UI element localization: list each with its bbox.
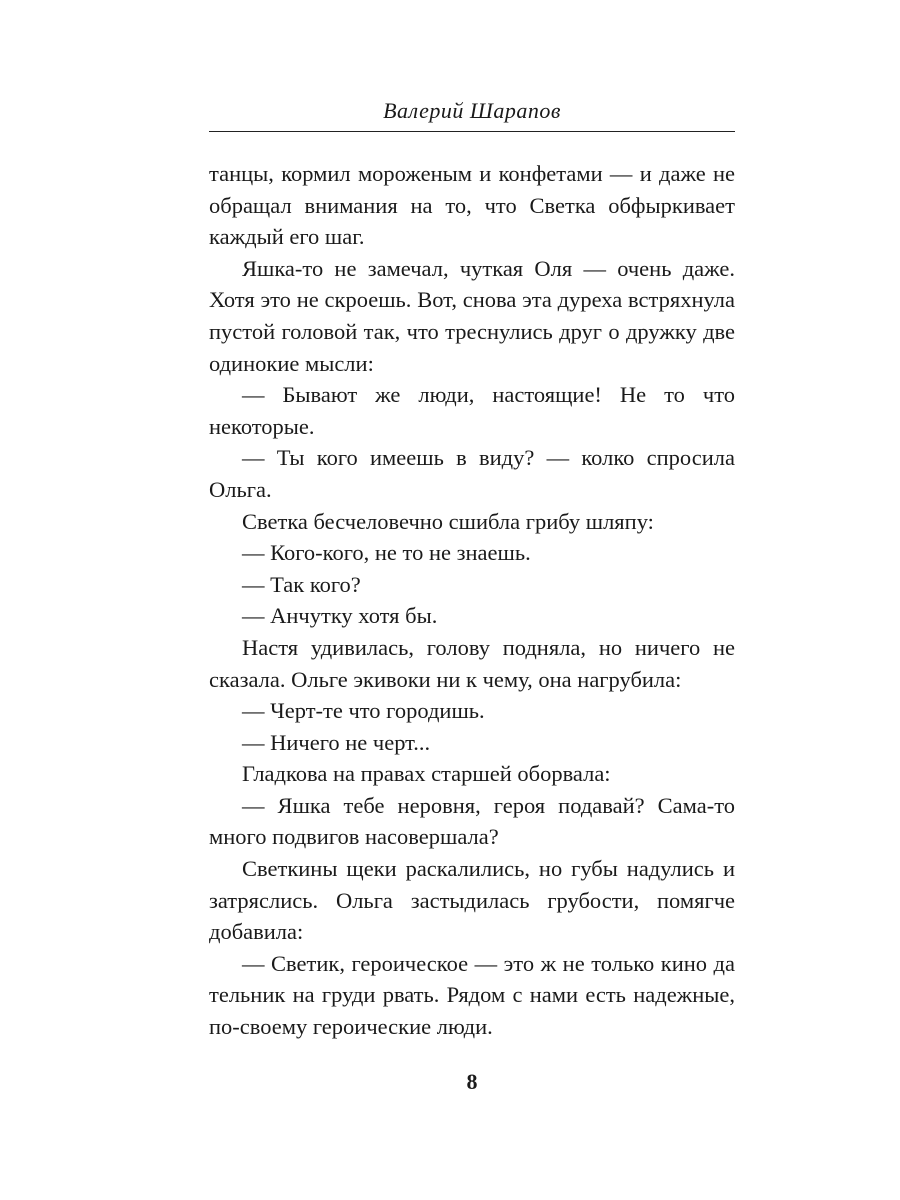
dialogue-line: — Ничего не черт... [242,729,431,755]
dialogue-line: — Кого-кого, не то не знаешь. [242,540,531,566]
dialogue-line: — Ты кого имеешь в виду? — колко спросила Ольга. [209,445,735,502]
dialogue-line: — Черт-те что городишь. [242,698,485,724]
paragraph: Гладкова на правах старшей оборвала: [242,761,611,787]
dialogue-line: — Анчутку хотя бы. [242,603,438,629]
paragraph: Светка бесчеловечно сшибла грибу шляпу: [242,508,654,534]
paragraph: Настя удивилась, голову подняла, но ничего не сказала. Ольге экивоки ни к чему, она нагрубила: [209,634,735,692]
paragraph: Светкины щеки раскалились, но губы надулись и затряслись. Ольга застыдилась грубости, помягче добавила: [209,856,735,945]
running-head-author: Валерий Шарапов [383,98,561,123]
dialogue-line: — Яшка тебе неровня, героя подавай? Сама-то много подвигов насовершала? [209,792,735,850]
header-rule [209,131,735,132]
body-text [209,158,735,1043]
dialogue-line: — Так кого? [242,571,361,597]
page-number: 8 [466,1069,478,1094]
dialogue-line: — Бывают же люди, настоящие! Не то что некоторые. [209,382,735,439]
paragraph: Яшка-то не замечал, чуткая Оля — очень даже. Хотя это не скроешь. Вот, снова эта дуреха встряхнула пустой головой так, что треснулись друг о дружку две одинокие мысли: [209,255,735,376]
dialogue-line: — Светик, героическое — это ж не только кино да тельник на груди рвать. Рядом с нами есть надежные, по-своему героические люди. [209,950,735,1040]
paragraph: танцы, кормил мороженым и конфетами — и даже не обращал внимания на то, что Светка обфыркивает каждый его шаг. [209,161,735,250]
